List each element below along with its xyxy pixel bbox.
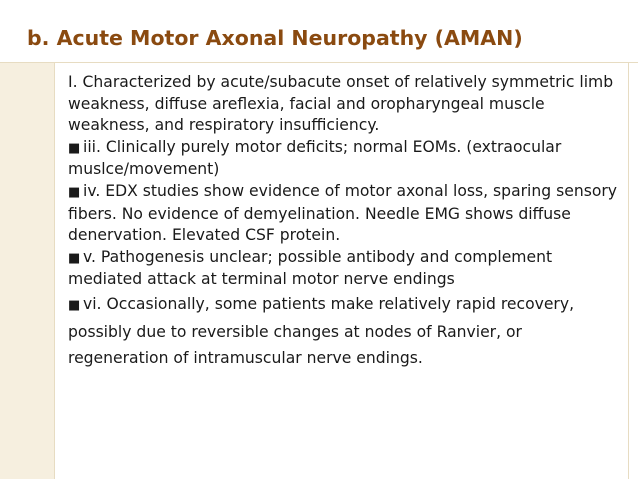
bullet-marker: ■ xyxy=(68,140,81,156)
bullet-marker: ■ xyxy=(68,297,81,313)
right-divider xyxy=(628,62,629,479)
side-panel xyxy=(0,62,54,479)
bullet-item xyxy=(68,247,624,291)
bullet-text: iv. EDX studies show evidence of motor axonal loss, sparing sensory fibers. No evidence of demyelination. Needle EMG shows diffuse denervation. Elevated CSF protein. xyxy=(68,181,618,245)
bullet-item xyxy=(68,72,624,137)
bullet-marker: ■ xyxy=(68,184,81,200)
bullet-text: I. Characterized by acute/subacute onset of relatively symmetric limb weakness, diffuse areflexia, facial and oropharyngeal muscle weakness, and respiratory insufficiency. xyxy=(68,73,614,135)
side-divider xyxy=(54,62,55,479)
bullet-list xyxy=(68,72,624,371)
title-bar xyxy=(0,0,638,62)
bullet-item xyxy=(68,181,624,247)
bullet-text: vi. Occasionally, some patients make relatively rapid recovery, possibly due to reversible changes at nodes of Ranvier, or regeneration of intramuscular nerve endings. xyxy=(68,294,575,367)
top-divider xyxy=(0,62,638,63)
bullet-text: iii. Clinically purely motor deficits; normal EOMs. (extraocular muslce/movement) xyxy=(68,137,562,179)
slide-title: b. Acute Motor Axonal Neuropathy (AMAN) xyxy=(27,26,523,50)
bullet-item xyxy=(68,137,624,181)
bullet-text: v. Pathogenesis unclear; possible antibody and complement mediated attack at terminal motor nerve endings xyxy=(68,247,553,289)
bullet-marker: ■ xyxy=(68,250,81,266)
bullet-item xyxy=(68,291,624,371)
